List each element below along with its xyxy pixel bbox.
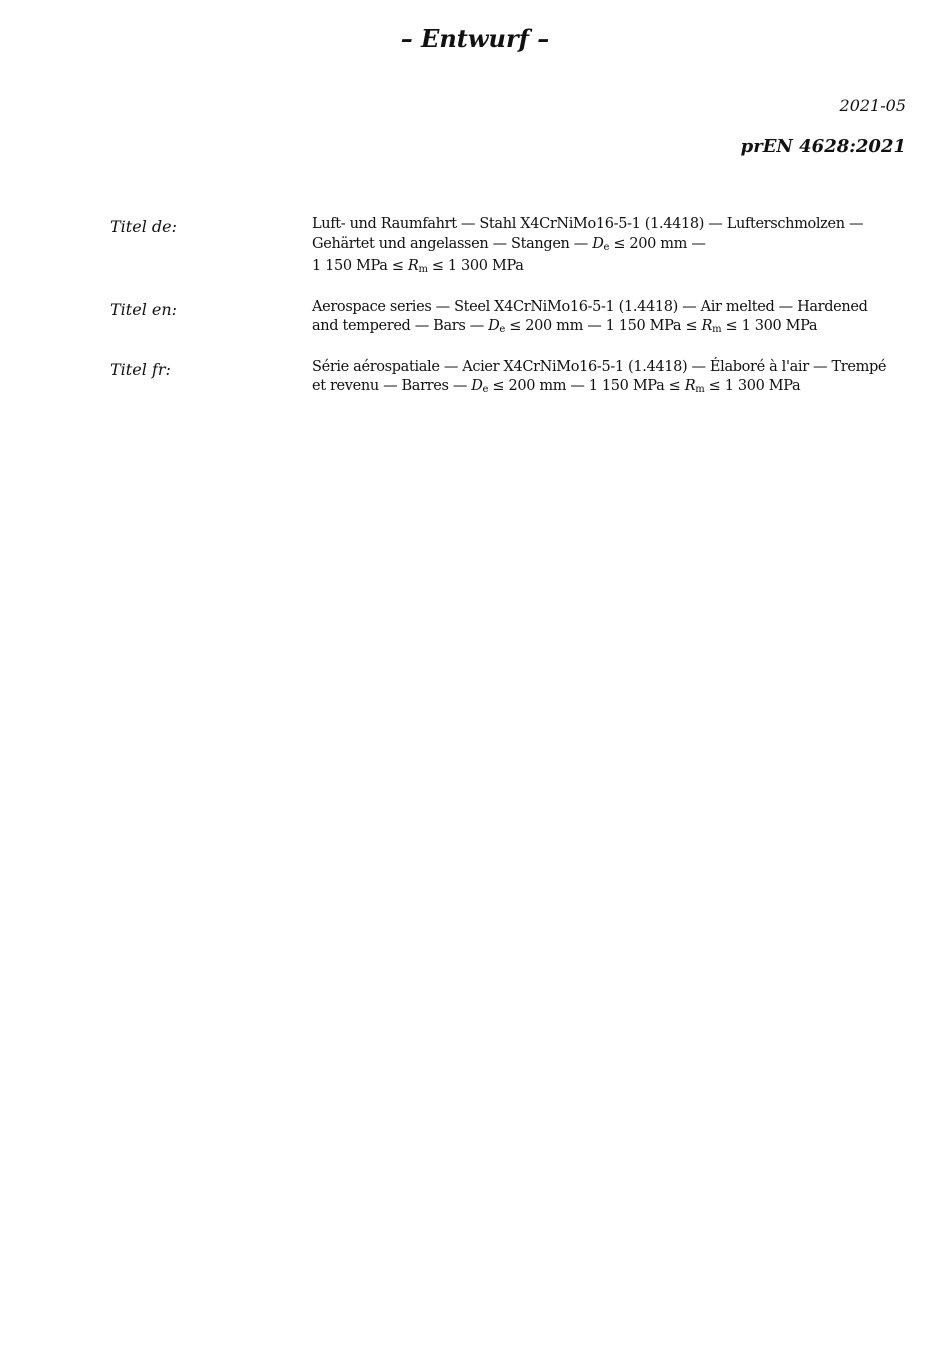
title-text-segment: and tempered — Bars — [312, 318, 489, 334]
title-text-segment: 1 150 MPa ≤ [312, 258, 408, 274]
diameter-subscript: e [499, 324, 505, 335]
diameter-subscript: e [603, 241, 610, 253]
tensile-strength-symbol: R [407, 258, 419, 274]
tensile-strength-subscript: m [418, 264, 428, 275]
title-label-en: Titel en: [110, 299, 178, 319]
title-text-segment: Gehärtet und angelassen — Stangen — [312, 235, 593, 252]
document-number: prEN 4628:2021 [740, 136, 906, 157]
title-label-fr: Titel fr: [110, 359, 171, 379]
title-text-segment: et revenu — Barres — [312, 378, 472, 394]
tensile-strength-subscript: m [695, 384, 705, 395]
title-row-en [110, 298, 910, 340]
title-text-segment: ≤ 200 mm — 1 150 MPa ≤ [504, 318, 702, 334]
title-text-en [312, 298, 910, 340]
title-text-segment: ≤ 1 300 MPa [721, 318, 818, 334]
tensile-strength-subscript: m [712, 324, 722, 335]
diameter-subscript: e [482, 384, 489, 395]
title-line [312, 235, 910, 258]
title-label-de: Titel de: [110, 217, 177, 236]
title-line [312, 257, 910, 280]
tensile-strength-symbol: R [701, 318, 713, 334]
title-text-fr [312, 358, 910, 400]
title-line [312, 377, 910, 400]
title-text-segment: ≤ 1 300 MPa [427, 258, 524, 274]
diameter-symbol: D [471, 378, 483, 394]
title-text-de [312, 215, 910, 280]
title-row-de [110, 215, 910, 280]
title-line: Aerospace series — Steel X4CrNiMo16-5-1 (1.4418) — Air melted — Hardened [312, 298, 868, 315]
title-text-segment: ≤ 200 mm — [609, 235, 706, 252]
title-text-segment: ≤ 1 300 MPa [704, 378, 801, 394]
title-line: Série aérospatiale — Acier X4CrNiMo16-5-1 (1.4418) — Élaboré à l'air — Trempé [312, 358, 887, 375]
title-line: Luft- und Raumfahrt — Stahl X4CrNiMo16-5-1 (1.4418) — Lufterschmolzen — [312, 216, 864, 232]
title-text-segment: ≤ 200 mm — 1 150 MPa ≤ [488, 378, 685, 394]
titles-block [110, 215, 910, 418]
draft-mark: – Entwurf – [400, 24, 550, 53]
title-row-fr [110, 358, 910, 400]
tensile-strength-symbol: R [684, 378, 696, 394]
diameter-symbol: D [488, 318, 500, 334]
document-date: 2021-05 [839, 96, 906, 115]
diameter-symbol: D [592, 235, 604, 252]
title-line [312, 317, 910, 340]
